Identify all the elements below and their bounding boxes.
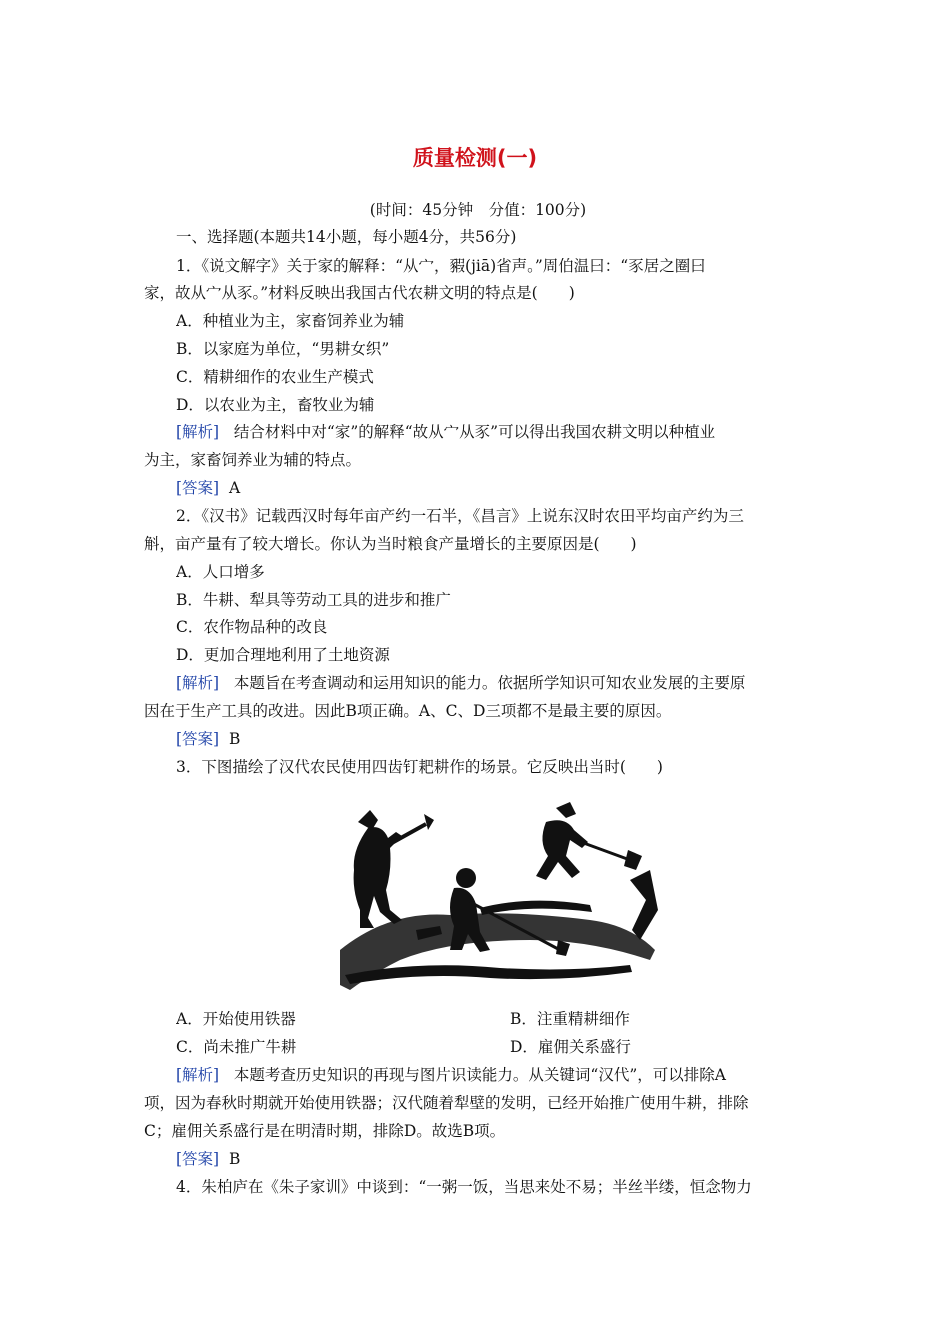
q3-analysis bbox=[176, 1065, 812, 1085]
q1-analysis-text: 结合材料中对“家”的解释“故从宀从豕”可以得出我国农耕文明以种植业 bbox=[233, 423, 716, 441]
q1-analysis-line2: 为主，家畜饲养业为辅的特点。 bbox=[144, 451, 362, 469]
q3-analysis-text: 本题考查历史知识的再现与图片识读能力。从关键词“汉代”，可以排除A bbox=[233, 1066, 726, 1084]
page-title: 质量检测(一) bbox=[412, 146, 538, 170]
analysis-tag: [解析] bbox=[176, 423, 220, 441]
q4-stem-line1: 4．朱柏庐在《朱子家训》中谈到：“一粥一饭，当思来处不易；半丝半缕，恒念物力 bbox=[176, 1178, 752, 1196]
q2-analysis bbox=[176, 673, 812, 693]
q2-answer bbox=[176, 729, 812, 749]
section-heading: 一、选择题(本题共14小题，每小题4分，共56分) bbox=[176, 228, 517, 246]
q1-option-c: C．精耕细作的农业生产模式 bbox=[176, 368, 374, 386]
q2-option-c: C．农作物品种的改良 bbox=[176, 618, 328, 636]
answer-tag: [答案] bbox=[176, 730, 220, 748]
q3-option-a: A．开始使用铁器 bbox=[176, 1010, 296, 1028]
han-dynasty-farming-illustration bbox=[330, 800, 662, 994]
q1-stem-line1: 1．《说文解字》关于家的解释：“从宀，豭(jiā)省声。”周伯温曰：“豕居之圈曰 bbox=[176, 257, 706, 275]
q3-answer bbox=[176, 1149, 812, 1169]
q1-option-b: B．以家庭为单位，“男耕女织” bbox=[176, 340, 390, 358]
q1-answer-value: A bbox=[228, 479, 241, 497]
analysis-tag: [解析] bbox=[176, 674, 220, 692]
exam-meta: (时间：45分钟 分值：100分) bbox=[369, 201, 587, 219]
q2-stem-line2: 斛，亩产量有了较大增长。你认为当时粮食产量增长的主要原因是( ) bbox=[144, 535, 637, 553]
q3-option-d: D．雇佣关系盛行 bbox=[510, 1038, 631, 1056]
q2-option-a: A．人口增多 bbox=[176, 563, 265, 581]
q3-answer-value: B bbox=[228, 1150, 241, 1168]
q1-option-a: A．种植业为主，家畜饲养业为辅 bbox=[176, 312, 405, 330]
q2-answer-value: B bbox=[228, 730, 241, 748]
q3-analysis-line3: C；雇佣关系盛行是在明清时期，排除D。故选B项。 bbox=[144, 1122, 506, 1140]
q1-option-d: D．以农业为主，畜牧业为辅 bbox=[176, 396, 375, 414]
q2-option-d: D．更加合理地利用了土地资源 bbox=[176, 646, 390, 664]
q2-option-b: B．牛耕、犁具等劳动工具的进步和推广 bbox=[176, 591, 451, 609]
q3-analysis-line2: 项，因为春秋时期就开始使用铁器；汉代随着犁壁的发明，已经开始推广使用牛耕，排除 bbox=[144, 1094, 749, 1112]
analysis-tag: [解析] bbox=[176, 1066, 220, 1084]
q2-stem-line1: 2．《汉书》记载西汉时每年亩产约一石半，《昌言》上说东汉时农田平均亩产约为三 bbox=[176, 507, 744, 525]
q3-option-b: B．注重精耕细作 bbox=[510, 1010, 630, 1028]
q3-stem-line1: 3．下图描绘了汉代农民使用四齿钉耙耕作的场景。它反映出当时( ) bbox=[176, 758, 663, 776]
answer-tag: [答案] bbox=[176, 1150, 220, 1168]
q3-option-c: C．尚未推广牛耕 bbox=[176, 1038, 297, 1056]
q2-analysis-line2: 因在于生产工具的改进。因此B项正确。A、C、D三项都不是最主要的原因。 bbox=[144, 702, 672, 720]
answer-tag: [答案] bbox=[176, 479, 220, 497]
q1-stem-line2: 家，故从宀从豕。”材料反映出我国古代农耕文明的特点是( ) bbox=[144, 284, 575, 302]
q1-answer bbox=[176, 478, 812, 498]
q1-analysis bbox=[176, 422, 812, 442]
q2-analysis-text: 本题旨在考查调动和运用知识的能力。依据所学知识可知农业发展的主要原 bbox=[233, 674, 746, 692]
